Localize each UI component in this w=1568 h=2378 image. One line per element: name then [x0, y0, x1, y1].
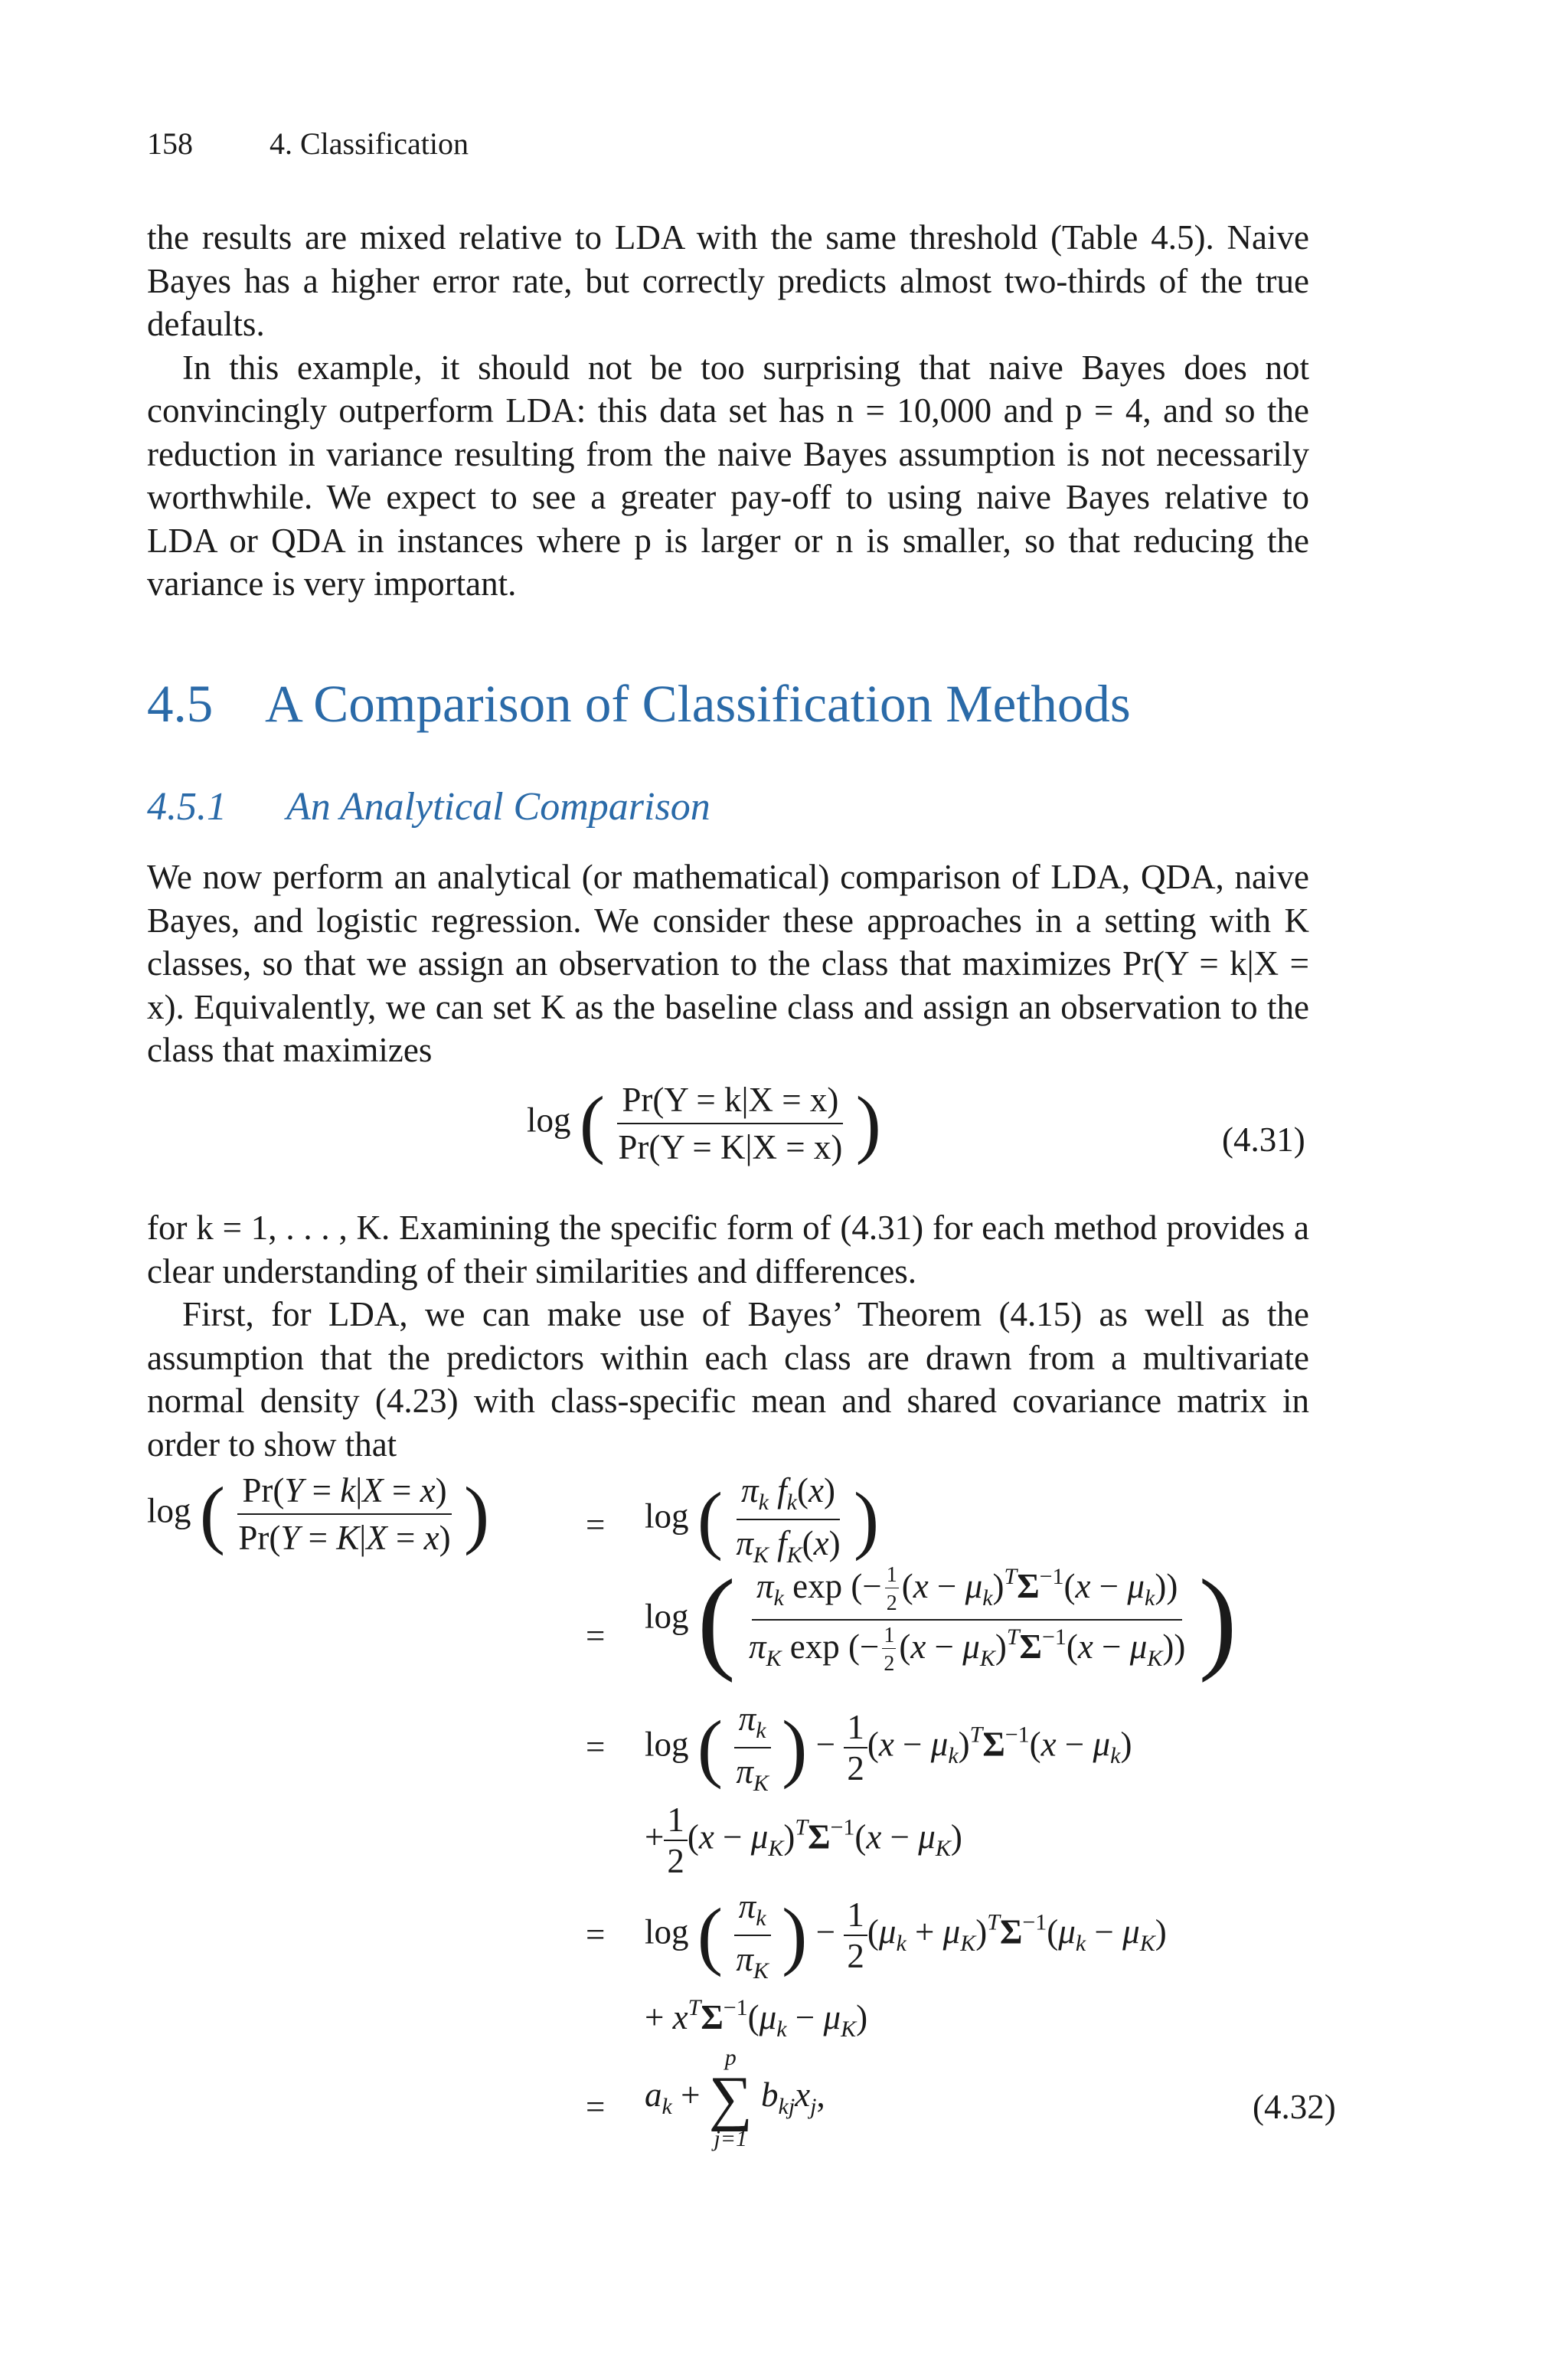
derivation-lhs: log ( $\frac{Pr(Y = k|X = x)}{Pr(Y = K|X = x)}$ ): [147, 1471, 490, 1557]
section-heading: [147, 674, 1131, 734]
section-title: A Comparison of Classification Methods: [265, 675, 1131, 733]
paragraph: We now perform an analytical (or mathematical) comparison of LDA, QDA, naive Bayes, and logistic regression. We consider these approaches in a setting with K classes, so that we assign an observation to the class that maximizes Pr(Y = k|X = x). Equivalently, we can set K as the baseline class and assign an observation to the class that maximizes: [147, 858, 1309, 1069]
derivation-step-2: log ( $\pi_k$ exp (− $\frac{1}{2}$ $(x - \mu_k)^T\Sigma^{-1}(x - \mu_k)$) $\pi_K$ exp (− $\frac{1}{2}$ $(x - \mu_K)^T\Sigma^{-1}(x - \mu_K)$) ): [645, 1556, 1237, 1683]
paragraph: In this example, it should not be too surprising that naive Bayes does not convincingly outperform LDA: this data set has n = 10,000 and p = 4, and so the reduction in variance resulting from the naive Bayes assumption is not necessarily worthwhile. We expect to see a greater pay-off to using naive Bayes relative to LDA or QDA in instances where p is larger or n is smaller, so that reducing the variance is very important.: [147, 348, 1309, 603]
running-header: [147, 126, 469, 162]
denominator: Pr(Y = K|X = x): [618, 1128, 843, 1166]
equals-sign: =: [586, 1915, 606, 1954]
after-431-paragraphs: [147, 1206, 1309, 1466]
intro-paragraph: [147, 855, 1309, 1072]
derivation-step-1: log ( $\frac{\pi_k f_k(x)}{\pi_K f_K(x)}$ ): [645, 1471, 880, 1568]
derivation-step-4b: + $x^T\Sigma^{-1}(\mu_k - \mu_K)$: [645, 1995, 868, 2042]
right-paren: ): [855, 1081, 881, 1166]
paragraph: First, for LDA, we can make use of Bayes’ Theorem (4.15) as well as the assumption that the predictors within each class are drawn from a multivariate normal density (4.23) with class-specific mean and shared covariance matrix in order to show that: [147, 1295, 1309, 1464]
log-operator: log: [527, 1101, 571, 1140]
equals-sign: =: [586, 1728, 606, 1766]
equation-number: (4.32): [1253, 2088, 1336, 2126]
equation-number: (4.31): [1222, 1120, 1305, 1159]
page-number: 158: [147, 126, 193, 161]
paragraph: for k = 1, . . . , K. Examining the specific form of (4.31) for each method provides a clear understanding of their similarities and differences.: [147, 1209, 1309, 1290]
derivation-step-5: $a_k$ + p ∑ j=1 $b_{kj}x_j$,: [645, 2045, 825, 2151]
section-number: 4.5: [147, 675, 214, 733]
left-paren: (: [579, 1081, 606, 1166]
paragraph: the results are mixed relative to LDA with the same threshold (Table 4.5). Naive Bayes has a higher error rate, but correctly predicts almost two-thirds of the true defaults.: [147, 218, 1309, 343]
top-paragraphs: [147, 216, 1309, 606]
subsection-heading: [147, 784, 710, 829]
equals-sign: =: [586, 2088, 606, 2126]
derivation-step-3: log ( $\frac{\pi_k}{\pi_K}$ ) − $\frac{1}{2}$ $(x - \mu_k)^T\Sigma^{-1}(x - \mu_k)$: [645, 1699, 1132, 1796]
subsection-number: 4.5.1: [147, 785, 227, 829]
chapter-title: 4. Classification: [270, 126, 469, 161]
numerator: Pr(Y = k|X = x): [617, 1080, 843, 1124]
equation-4-31: [527, 1080, 881, 1167]
derivation-step-3b: + $\frac{1}{2}$ $(x - \mu_K)^T\Sigma^{-1}(x - \mu_K)$: [645, 1801, 962, 1880]
derivation-step-4: log ( $\frac{\pi_k}{\pi_K}$ ) − $\frac{1}{2}$ $(\mu_k + \mu_K)^T\Sigma^{-1}(\mu_k - \mu_K)$: [645, 1887, 1167, 1984]
equals-sign: =: [586, 1617, 606, 1655]
subsection-title: An Analytical Comparison: [286, 785, 710, 829]
equals-sign: =: [586, 1506, 606, 1544]
fraction: [613, 1080, 847, 1167]
